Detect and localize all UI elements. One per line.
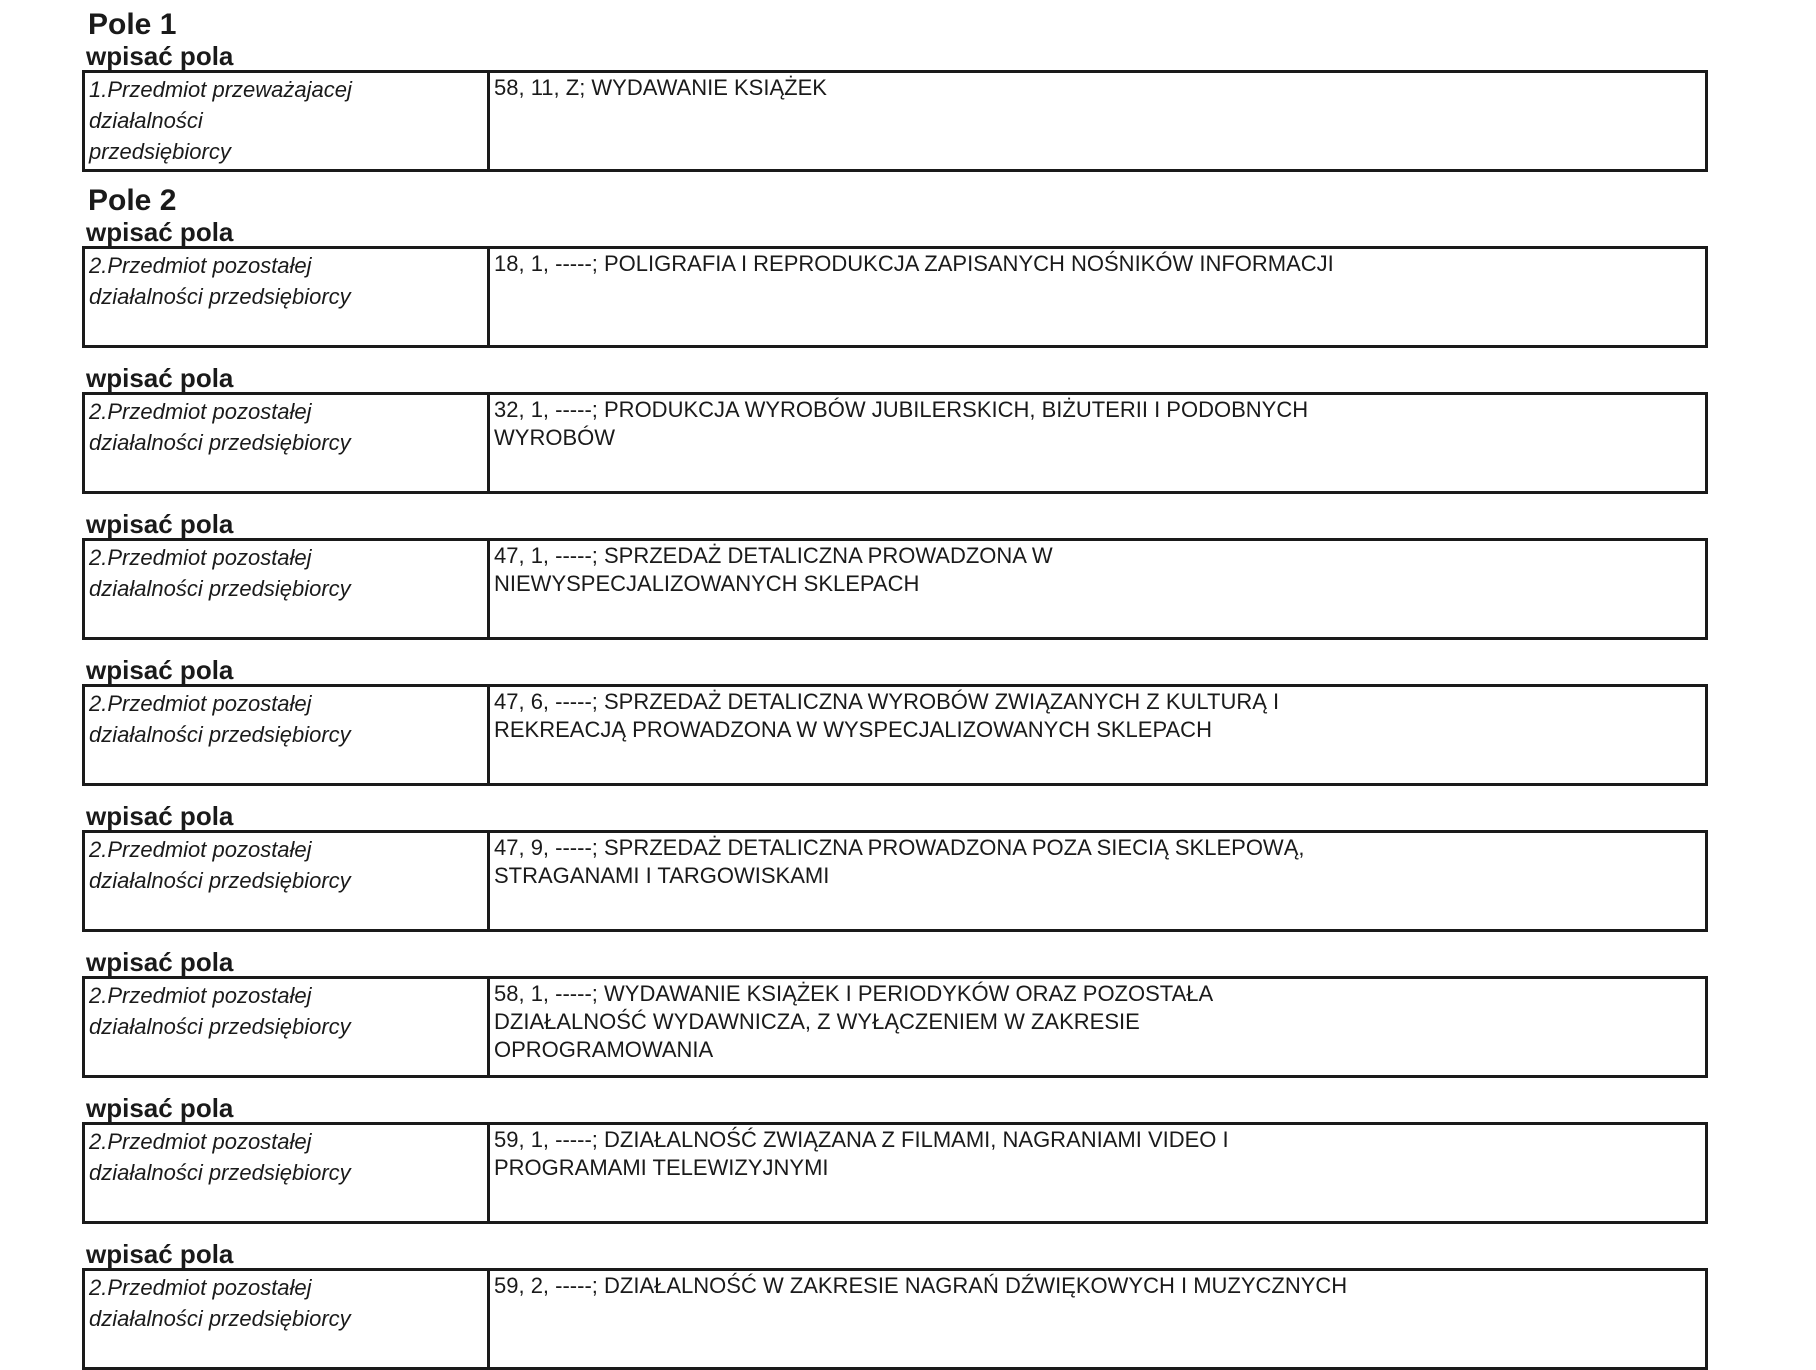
activity-field-row — [82, 830, 1708, 932]
entry-label: wpisać pola — [86, 655, 234, 685]
activity-field-row — [82, 1122, 1708, 1224]
field-value-cell[interactable]: 47, 9, -----; SPRZEDAŻ DETALICZNA PROWADZONA POZA SIECIĄ SKLEPOWĄ, STRAGANAMI I TARGOWISKAMI — [494, 835, 1305, 888]
field-value-cell[interactable]: 18, 1, -----; POLIGRAFIA I REPRODUKCJA ZAPISANYCH NOŚNIKÓW INFORMACJI — [494, 251, 1334, 276]
activity-field-row — [82, 976, 1708, 1078]
section-title-pole-1: Pole 1 — [88, 8, 177, 41]
entry-label: wpisać pola — [86, 41, 234, 71]
activity-field-row — [82, 684, 1708, 786]
entry-label: wpisać pola — [86, 947, 234, 977]
field-value-cell[interactable]: 47, 6, -----; SPRZEDAŻ DETALICZNA WYROBÓW ZWIĄZANYCH Z KULTURĄ I REKREACJĄ PROWADZONA W WYSPECJALIZOWANYCH SKLEPACH — [494, 689, 1280, 742]
field-value-cell[interactable]: 59, 1, -----; DZIAŁALNOŚĆ ZWIĄZANA Z FILMAMI, NAGRANIAMI VIDEO I PROGRAMAMI TELEWIZYJNYMI — [494, 1127, 1229, 1180]
field-name-cell: 2.Przedmiot pozostałej działalności przedsiębiorcy — [85, 541, 490, 637]
field-name-cell: 2.Przedmiot pozostałej działalności przedsiębiorcy — [85, 1271, 490, 1367]
entry-label: wpisać pola — [86, 363, 234, 393]
activity-field-row — [82, 1268, 1708, 1370]
entry-label: wpisać pola — [86, 1093, 234, 1123]
entry-label: wpisać pola — [86, 217, 234, 247]
field-value-cell[interactable]: 47, 1, -----; SPRZEDAŻ DETALICZNA PROWADZONA W NIEWYSPECJALIZOWANYCH SKLEPACH — [494, 543, 1053, 596]
field-name-cell: 1.Przedmiot przeważajacej działalności przedsiębiorcy — [85, 73, 490, 169]
document-page — [82, 0, 1712, 1370]
field-value-cell[interactable]: 59, 2, -----; DZIAŁALNOŚĆ W ZAKRESIE NAGRAŃ DŹWIĘKOWYCH I MUZYCZNYCH — [494, 1273, 1348, 1298]
field-name-cell: 2.Przedmiot pozostałej działalności przedsiębiorcy — [85, 687, 490, 783]
field-name-cell: 2.Przedmiot pozostałej działalności przedsiębiorcy — [85, 979, 490, 1075]
entry-label: wpisać pola — [86, 509, 234, 539]
field-name-cell: 2.Przedmiot pozostałej działalności przedsiębiorcy — [85, 249, 490, 345]
activity-field-row — [82, 392, 1708, 494]
activity-field-row — [82, 538, 1708, 640]
field-value-cell[interactable]: 58, 1, -----; WYDAWANIE KSIĄŻEK I PERIODYKÓW ORAZ POZOSTAŁA DZIAŁALNOŚĆ WYDAWNICZA, Z WYŁĄCZENIEM W ZAKRESIE OPROGRAMOWANIA — [494, 981, 1214, 1062]
activity-field-row — [82, 70, 1708, 172]
entry-label: wpisać pola — [86, 1239, 234, 1269]
activity-field-row — [82, 246, 1708, 348]
entry-label: wpisać pola — [86, 801, 234, 831]
field-value-cell[interactable]: 58, 11, Z; WYDAWANIE KSIĄŻEK — [494, 75, 827, 100]
section-title-pole-2: Pole 2 — [88, 184, 177, 217]
field-name-cell: 2.Przedmiot pozostałej działalności przedsiębiorcy — [85, 1125, 490, 1221]
field-value-cell[interactable]: 32, 1, -----; PRODUKCJA WYROBÓW JUBILERSKICH, BIŻUTERII I PODOBNYCH WYROBÓW — [494, 397, 1309, 450]
field-name-cell: 2.Przedmiot pozostałej działalności przedsiębiorcy — [85, 395, 490, 491]
field-name-cell: 2.Przedmiot pozostałej działalności przedsiębiorcy — [85, 833, 490, 929]
